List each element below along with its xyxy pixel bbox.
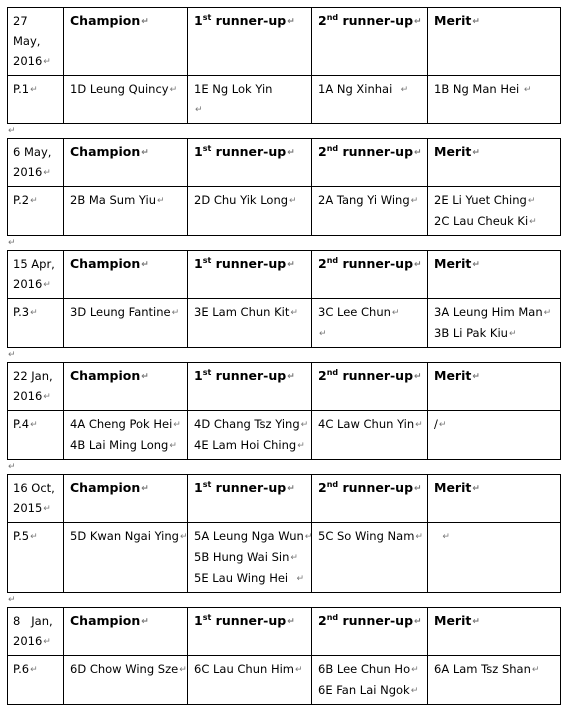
student-name: 1D Leung Quincy <box>70 82 169 96</box>
paragraph-mark-icon: ↵ <box>157 196 165 206</box>
paragraph-mark-icon: ↵ <box>169 441 177 451</box>
header-merit: Merit↵ <box>428 139 561 187</box>
result-row <box>8 187 561 236</box>
header-first-runner-up: 1st runner-up↵ <box>188 475 312 523</box>
paragraph-mark-icon: ↵ <box>8 462 16 472</box>
paragraph-mark-icon: ↵ <box>290 308 298 318</box>
paragraph-mark-icon: ↵ <box>141 148 149 158</box>
paragraph-mark-icon: ↵ <box>472 148 480 158</box>
header-second-runner-up: 2nd runner-up↵ <box>312 139 428 187</box>
paragraph-mark-icon: ↵ <box>414 260 422 270</box>
date-cell <box>8 139 64 187</box>
second-runner-up-cell <box>312 523 428 593</box>
paragraph-mark-icon: ↵ <box>43 392 51 402</box>
paragraph-mark-icon: ↵ <box>523 85 532 95</box>
second-runner-up-cell <box>312 187 428 236</box>
paragraph-mark-icon: ↵ <box>527 196 536 206</box>
student-name: 6E Fan Lai Ngok <box>318 683 410 697</box>
paragraph-mark-icon: ↵ <box>30 85 38 95</box>
header-first-runner-up: 1st runner-up↵ <box>188 251 312 299</box>
second-runner-up-cell <box>312 76 428 124</box>
paragraph-mark-icon: ↵ <box>304 532 313 542</box>
paragraph-mark-icon: ↵ <box>8 126 16 136</box>
champion-cell <box>64 299 188 348</box>
award-document <box>7 7 560 705</box>
student-name: 6B Lee Chun Ho <box>318 662 411 676</box>
level-cell: P.4↵ <box>8 411 64 460</box>
header-champion: Champion↵ <box>64 608 188 656</box>
paragraph-mark-icon: ↵ <box>543 308 552 318</box>
paragraph-mark-icon: ↵ <box>8 238 16 248</box>
paragraph-gap <box>7 124 560 138</box>
header-first-runner-up: 1st runner-up↵ <box>188 608 312 656</box>
student-name: 5C So Wing Nam <box>318 529 415 543</box>
merit-cell <box>428 411 561 460</box>
level-cell: P.5↵ <box>8 523 64 593</box>
student-name: 5E Lau Wing Hei <box>194 571 289 585</box>
champion-cell <box>64 187 188 236</box>
student-name: 2D Chu Yik Long <box>194 193 289 207</box>
level-cell: P.1↵ <box>8 76 64 124</box>
date-cell <box>8 251 64 299</box>
date-text: 22 Jan, <box>13 369 53 383</box>
date-text: 16 Oct, <box>13 481 55 495</box>
first-runner-up-cell <box>188 76 312 124</box>
date-text: 15 Apr, <box>13 257 55 271</box>
date-text: 2016 <box>13 165 43 179</box>
header-merit: Merit↵ <box>428 608 561 656</box>
paragraph-mark-icon: ↵ <box>141 372 149 382</box>
header-merit: Merit↵ <box>428 8 561 76</box>
paragraph-mark-icon: ↵ <box>508 329 517 339</box>
paragraph-mark-icon: ↵ <box>414 617 422 627</box>
result-row <box>8 411 561 460</box>
merit-cell <box>428 299 561 348</box>
header-merit: Merit↵ <box>428 251 561 299</box>
header-second-runner-up: 2nd runner-up↵ <box>312 608 428 656</box>
student-name: 4C Law Chun Yin <box>318 417 415 431</box>
student-name: 2B Ma Sum Yiu <box>70 193 157 207</box>
date-text: 2016 <box>13 389 43 403</box>
header-champion: Champion↵ <box>64 139 188 187</box>
paragraph-mark-icon: ↵ <box>30 532 38 542</box>
paragraph-gap <box>7 593 560 607</box>
result-row <box>8 299 561 348</box>
student-name: 4B Lai Ming Long <box>70 438 169 452</box>
merit-cell <box>428 523 561 593</box>
champion-cell <box>64 76 188 124</box>
paragraph-mark-icon: ↵ <box>30 308 38 318</box>
header-row <box>8 608 561 656</box>
paragraph-mark-icon: ↵ <box>171 308 180 318</box>
paragraph-mark-icon: ↵ <box>287 617 295 627</box>
date-cell <box>8 475 64 523</box>
paragraph-gap <box>7 460 560 474</box>
merit-cell <box>428 187 561 236</box>
student-name: 4D Chang Tsz Ying <box>194 417 300 431</box>
date-text: 8 Jan, <box>13 614 53 628</box>
paragraph-mark-icon: ↵ <box>287 17 295 27</box>
student-name: 4A Cheng Pok Hei <box>70 417 173 431</box>
date-text: 2015 <box>13 501 43 515</box>
header-champion: Champion↵ <box>64 251 188 299</box>
date-text: May, <box>13 34 41 48</box>
paragraph-mark-icon: ↵ <box>141 617 149 627</box>
student-name: 1B Ng Man Hei <box>434 82 520 96</box>
paragraph-mark-icon: ↵ <box>414 372 422 382</box>
second-runner-up-cell <box>312 299 428 348</box>
paragraph-mark-icon: ↵ <box>289 196 297 206</box>
paragraph-mark-icon: ↵ <box>290 553 298 563</box>
student-name: 4E Lam Hoi Ching <box>194 438 297 452</box>
paragraph-mark-icon: ↵ <box>472 617 480 627</box>
result-row <box>8 656 561 705</box>
header-row <box>8 251 561 299</box>
paragraph-mark-icon: ↵ <box>442 532 450 542</box>
date-cell <box>8 8 64 76</box>
paragraph-mark-icon: ↵ <box>400 85 409 95</box>
paragraph-mark-icon: ↵ <box>43 637 51 647</box>
paragraph-mark-icon: ↵ <box>30 665 38 675</box>
header-first-runner-up: 1st runner-up↵ <box>188 139 312 187</box>
paragraph-mark-icon: ↵ <box>43 57 51 67</box>
student-name: 5A Leung Nga Wun <box>194 529 304 543</box>
header-second-runner-up: 2nd runner-up↵ <box>312 475 428 523</box>
date-text: 27 <box>13 14 28 28</box>
date-text: 2016 <box>13 634 43 648</box>
date-text: 2016 <box>13 54 43 68</box>
second-runner-up-cell <box>312 656 428 705</box>
header-second-runner-up: 2nd runner-up↵ <box>312 8 428 76</box>
header-first-runner-up: 1st runner-up↵ <box>188 363 312 411</box>
paragraph-mark-icon: ↵ <box>141 484 149 494</box>
student-name: 3E Lam Chun Kit <box>194 305 290 319</box>
paragraph-mark-icon: ↵ <box>410 686 419 696</box>
champion-cell <box>64 656 188 705</box>
header-champion: Champion↵ <box>64 475 188 523</box>
merit-cell <box>428 76 561 124</box>
paragraph-mark-icon: ↵ <box>287 372 295 382</box>
paragraph-mark-icon: ↵ <box>414 148 422 158</box>
paragraph-mark-icon: ↵ <box>287 148 295 158</box>
paragraph-mark-icon: ↵ <box>472 484 480 494</box>
champion-cell <box>64 523 188 593</box>
header-row <box>8 139 561 187</box>
paragraph-mark-icon: ↵ <box>30 196 38 206</box>
paragraph-mark-icon: ↵ <box>43 168 51 178</box>
header-row <box>8 8 561 76</box>
paragraph-mark-icon: ↵ <box>179 532 188 542</box>
student-name: 2E Li Yuet Ching <box>434 193 527 207</box>
award-table-p2 <box>7 138 561 236</box>
header-champion: Champion↵ <box>64 363 188 411</box>
result-row <box>8 76 561 124</box>
student-name: 5B Hung Wai Sin <box>194 550 290 564</box>
paragraph-mark-icon: ↵ <box>195 105 203 115</box>
paragraph-mark-icon: ↵ <box>391 308 400 318</box>
paragraph-mark-icon: ↵ <box>414 484 422 494</box>
first-runner-up-cell <box>188 523 312 593</box>
second-runner-up-cell <box>312 411 428 460</box>
paragraph-mark-icon: ↵ <box>300 420 309 430</box>
paragraph-mark-icon: ↵ <box>8 350 16 360</box>
paragraph-mark-icon: ↵ <box>531 665 540 675</box>
award-table-p6 <box>7 607 561 705</box>
award-table-p1 <box>7 7 561 124</box>
date-text: 2016 <box>13 277 43 291</box>
paragraph-mark-icon: ↵ <box>438 420 447 430</box>
paragraph-mark-icon: ↵ <box>141 17 149 27</box>
level-cell: P.6↵ <box>8 656 64 705</box>
paragraph-mark-icon: ↵ <box>179 665 187 675</box>
paragraph-mark-icon: ↵ <box>319 329 327 339</box>
paragraph-mark-icon: ↵ <box>169 85 178 95</box>
student-name: 1E Ng Lok Yin <box>194 82 273 96</box>
date-text: 6 May, <box>13 145 52 159</box>
paragraph-mark-icon: ↵ <box>411 665 419 675</box>
student-name: 6D Chow Wing Sze <box>70 662 179 676</box>
student-name: 3A Leung Him Man <box>434 305 543 319</box>
student-name: 5D Kwan Ngai Ying <box>70 529 179 543</box>
merit-cell <box>428 656 561 705</box>
student-name: 3D Leung Fantine <box>70 305 171 319</box>
header-row <box>8 363 561 411</box>
student-name: 6A Lam Tsz Shan <box>434 662 531 676</box>
award-table-p5 <box>7 474 561 593</box>
paragraph-mark-icon: ↵ <box>529 217 537 227</box>
champion-cell <box>64 411 188 460</box>
header-merit: Merit↵ <box>428 475 561 523</box>
student-name: 3C Lee Chun <box>318 305 391 319</box>
student-name: / <box>434 417 438 431</box>
paragraph-mark-icon: ↵ <box>297 441 305 451</box>
header-second-runner-up: 2nd runner-up↵ <box>312 251 428 299</box>
award-table-p4 <box>7 362 561 460</box>
paragraph-mark-icon: ↵ <box>472 17 480 27</box>
paragraph-mark-icon: ↵ <box>472 260 480 270</box>
date-cell <box>8 363 64 411</box>
paragraph-mark-icon: ↵ <box>141 260 149 270</box>
award-table-p3 <box>7 250 561 348</box>
student-name: 6C Lau Chun Him <box>194 662 294 676</box>
header-first-runner-up: 1st runner-up↵ <box>188 8 312 76</box>
paragraph-mark-icon: ↵ <box>415 532 423 542</box>
student-name: 2A Tang Yi Wing <box>318 193 410 207</box>
paragraph-mark-icon: ↵ <box>287 260 295 270</box>
header-second-runner-up: 2nd runner-up↵ <box>312 363 428 411</box>
student-name: 2C Lau Cheuk Ki <box>434 214 529 228</box>
first-runner-up-cell <box>188 299 312 348</box>
paragraph-mark-icon: ↵ <box>472 372 480 382</box>
header-champion: Champion↵ <box>64 8 188 76</box>
paragraph-mark-icon: ↵ <box>43 280 51 290</box>
paragraph-mark-icon: ↵ <box>30 420 38 430</box>
paragraph-mark-icon: ↵ <box>410 196 419 206</box>
header-row <box>8 475 561 523</box>
date-cell <box>8 608 64 656</box>
paragraph-mark-icon: ↵ <box>295 665 303 675</box>
paragraph-mark-icon: ↵ <box>414 17 422 27</box>
student-name: 1A Ng Xinhai <box>318 82 393 96</box>
paragraph-mark-icon: ↵ <box>8 595 16 605</box>
paragraph-mark-icon: ↵ <box>43 504 51 514</box>
level-cell: P.2↵ <box>8 187 64 236</box>
first-runner-up-cell <box>188 656 312 705</box>
first-runner-up-cell <box>188 411 312 460</box>
student-name: 3B Li Pak Kiu <box>434 326 508 340</box>
level-cell: P.3↵ <box>8 299 64 348</box>
paragraph-mark-icon: ↵ <box>173 420 181 430</box>
header-merit: Merit↵ <box>428 363 561 411</box>
paragraph-gap <box>7 348 560 362</box>
paragraph-mark-icon: ↵ <box>415 420 423 430</box>
first-runner-up-cell <box>188 187 312 236</box>
paragraph-mark-icon: ↵ <box>287 484 295 494</box>
result-row <box>8 523 561 593</box>
paragraph-mark-icon: ↵ <box>296 574 304 584</box>
paragraph-gap <box>7 236 560 250</box>
